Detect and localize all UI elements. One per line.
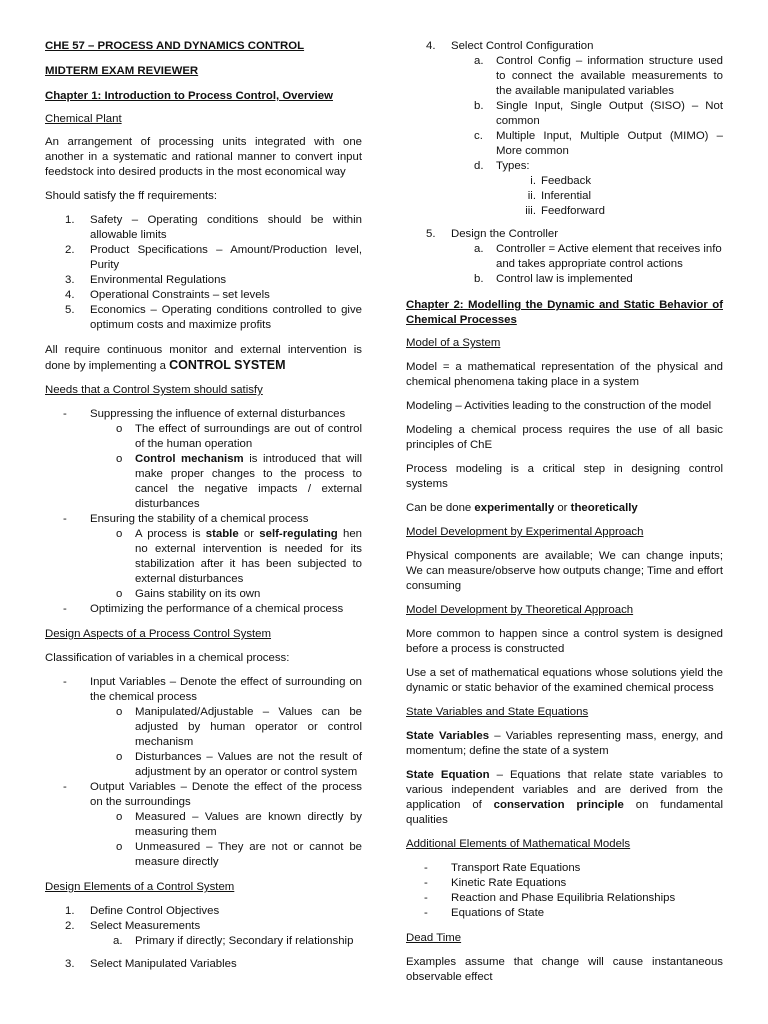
list-item: - Transport Rate Equations: [424, 862, 581, 874]
list-item: o Disturbances – Values are not the result of adjustment by an operator or control system: [116, 751, 362, 778]
list-item: ii. Inferential: [527, 190, 592, 202]
list-item: o Manipulated/Adjustable – Values can be adjusted by human operator or control mechanism: [116, 706, 362, 748]
left-column: [45, 39, 362, 980]
list-item: 1. Safety – Operating conditions should be within allowable limits: [65, 214, 362, 241]
needs-list: [45, 407, 362, 617]
modeling-critical: Process modeling is a critical step in designing control systems: [406, 463, 723, 490]
list-item: - Input Variables – Denote the effect of surrounding on the chemical process o Manipulated/Adjustable – Values can be adjusted by human operator or control mechanism o Disturbances – Values are not the result of adjustment by an operator or control system: [45, 675, 362, 780]
list-item: - Output Variables – Denote the effect of the process on the surroundings o Measured – Values are known directly by measuring them o Unmeasured – They are not or cannot be measure directly: [45, 780, 362, 870]
list-item: o The effect of surroundings are out of control of the human operation: [116, 423, 362, 450]
modeling-principles: Modeling a chemical process requires the use of all basic principles of ChE: [406, 424, 723, 451]
design-aspects-heading: Design Aspects of a Process Control System: [45, 628, 272, 640]
can-be-done: Can be done experimentally or theoretically: [406, 502, 638, 514]
list-item: o A process is stable or self-regulating hen no external intervention is needed for its stabilization after it has been subjected to external disturbances: [116, 528, 362, 585]
classification-intro: Classification of variables in a chemical process:: [45, 652, 290, 664]
model-definition: Model = a mathematical representation of the physical and chemical phenomena taking place in a system: [406, 361, 723, 388]
right-column: [406, 39, 723, 994]
theoretical-text-1: More common to happen since a control system is designed before a process is constructed: [406, 628, 723, 655]
list-item: - Suppressing the influence of external disturbances o The effect of surroundings are out of control of the human operation o Control mechanism is introduced that will make proper changes to the process to cancel the negative impacts / external disturbances: [45, 407, 362, 512]
design-elements-list: [45, 904, 362, 972]
list-item: 4. Select Control Configuration a. Control Config – information structure used to connect the available measurements to the available manipulated variables b. Single Input, Single Output (SISO) – Not common c. Multiple Input, Multiple Output (MIMO) – More common d. Types: i. Feedback ii. Inferential iii. Feedforward: [406, 39, 723, 219]
experimental-heading: Model Development by Experimental Approach: [406, 526, 644, 538]
theoretical-text-2: Use a set of mathematical equations whose solutions yield the dynamic or static behavior of the examined chemical process: [406, 667, 723, 694]
chapter1-title: Chapter 1: Introduction to Process Control, Overview: [45, 90, 333, 102]
requirements-intro: Should satisfy the ff requirements:: [45, 190, 218, 202]
modeling-definition: Modeling – Activities leading to the construction of the model: [406, 400, 712, 412]
exam-title: MIDTERM EXAM REVIEWER: [45, 65, 199, 77]
list-item: o Gains stability on its own: [116, 588, 261, 600]
dead-time-heading: Dead Time: [406, 932, 462, 944]
state-variables: State Variables – Variables representing mass, energy, and momentum; define the state of a system: [406, 730, 724, 757]
list-item: 4. Operational Constraints – set levels: [65, 289, 270, 301]
additional-list: [406, 861, 723, 921]
list-item: 1. Define Control Objectives: [65, 905, 220, 917]
list-item: a. Primary if directly; Secondary if relationship: [113, 935, 354, 947]
theoretical-heading: Model Development by Theoretical Approach: [406, 604, 634, 616]
list-item: - Ensuring the stability of a chemical process o A process is stable or self-regulating hen no external intervention is needed for its stabilization after it has been subjected to external disturbances o Gains stability on its own: [45, 512, 362, 602]
list-item: 3. Select Manipulated Variables: [65, 958, 237, 970]
requirements-list: [45, 213, 362, 333]
state-heading: State Variables and State Equations: [406, 706, 589, 718]
chemical-plant-definition: An arrangement of processing units integrated with one another in a systematic and rational manner to convert input feedstock into desired products in the most economical way: [45, 136, 362, 178]
list-item: c. Multiple Input, Multiple Output (MIMO) – More common: [474, 130, 723, 157]
list-item: b. Single Input, Single Output (SISO) – Not common: [474, 100, 723, 127]
model-heading: Model of a System: [406, 337, 501, 349]
chemical-plant-heading: Chemical Plant: [45, 113, 122, 125]
dead-time-text: Examples assume that change will cause instantaneous observable effect: [406, 956, 723, 983]
experimental-text: Physical components are available; We can change inputs; We can measure/observe how outputs change; Time and effort consuming: [406, 550, 723, 592]
control-system-statement: All require continuous monitor and external intervention is done by implementing a CONTROL SYSTEM: [45, 344, 362, 372]
list-item: 2. Select Measurements a. Primary if directly; Secondary if relationship: [45, 919, 362, 949]
course-title: CHE 57 – PROCESS AND DYNAMICS CONTROL: [45, 40, 305, 52]
list-item: iii. Feedforward: [525, 205, 605, 217]
design-elements-list-continued: [406, 39, 723, 287]
list-item: - Optimizing the performance of a chemical process: [63, 603, 344, 615]
list-item: - Equations of State: [424, 907, 545, 919]
state-equation: State Equation – Equations that relate state variables to various independent variables and are derived from the application of conservation principle on fundamental qualities: [406, 769, 723, 826]
additional-heading: Additional Elements of Mathematical Models: [406, 838, 631, 850]
list-item: a. Control Config – information structure used to connect the available measurements to the available manipulated variables: [474, 55, 723, 97]
list-item: 5. Economics – Operating conditions controlled to give optimum costs and maximize profits: [65, 304, 362, 331]
list-item: i. Feedback: [530, 175, 592, 187]
list-item: - Kinetic Rate Equations: [424, 877, 567, 889]
list-item: o Unmeasured – They are not or cannot be measure directly: [116, 841, 362, 868]
list-item: - Reaction and Phase Equilibria Relationships: [424, 892, 676, 904]
design-elements-heading: Design Elements of a Control System: [45, 881, 235, 893]
needs-heading: Needs that a Control System should satisfy: [45, 384, 263, 396]
list-item: 3. Environmental Regulations: [65, 274, 227, 286]
list-item: 2. Product Specifications – Amount/Production level, Purity: [65, 244, 362, 271]
list-item: 5. Design the Controller a. Controller = Active element that receives info and takes appropriate control actions b. Control law is implemented: [406, 227, 723, 287]
variables-list: [45, 675, 362, 870]
chapter2-title: Chapter 2: Modelling the Dynamic and Static Behavior of Chemical Processes: [406, 299, 723, 326]
list-item: b. Control law is implemented: [474, 273, 633, 285]
list-item: d. Types: i. Feedback ii. Inferential iii. Feedforward: [406, 159, 723, 219]
list-item: a. Controller = Active element that receives info and takes appropriate control actions: [474, 243, 722, 270]
list-item: o Measured – Values are known directly by measuring them: [116, 811, 362, 838]
list-item: o Control mechanism is introduced that will make proper changes to the process to cancel the negative impacts / external disturbances: [116, 453, 362, 510]
